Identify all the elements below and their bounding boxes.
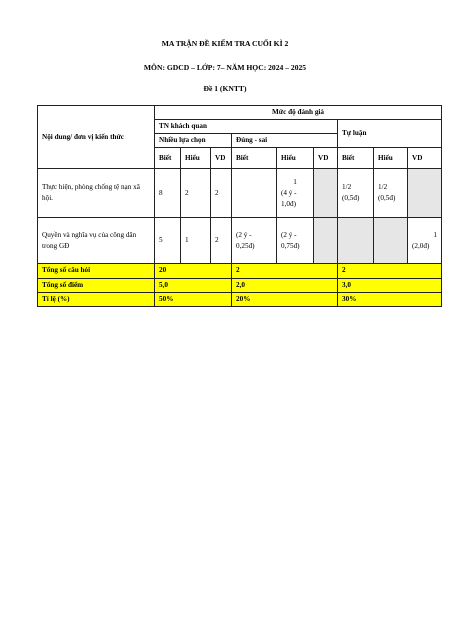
empty-cell <box>374 218 408 264</box>
table-row <box>38 169 442 218</box>
empty-cell <box>314 169 338 218</box>
summary-row <box>38 292 442 306</box>
header-true-false: Đúng - sai <box>232 134 338 148</box>
summary-value: 2 <box>338 264 442 278</box>
topic-cell: Quyền và nghĩa vụ của công dân trong GĐ <box>38 218 155 264</box>
header-assessment-level: Mức độ đánh giá <box>155 106 442 120</box>
summary-value: 50% <box>155 292 232 306</box>
data-cell: (2 ý - 0,25đ) <box>232 218 277 264</box>
level-header: Biết <box>155 148 181 169</box>
level-header: Biết <box>232 148 277 169</box>
summary-label: Tỉ lệ (%) <box>38 292 155 306</box>
data-cell: 1 (2,0đ) <box>408 218 442 264</box>
level-header: Hiểu <box>374 148 408 169</box>
data-cell: 1 <box>181 218 211 264</box>
summary-value: 3,0 <box>338 278 442 292</box>
data-cell: 8 <box>155 169 181 218</box>
doc-subtitle: MÔN: GDCD – LỚP: 7– NĂM HỌC: 2024 – 2025 <box>143 63 307 72</box>
summary-value: 2,0 <box>232 278 338 292</box>
header-essay: Tự luận <box>338 120 442 148</box>
summary-value: 20 <box>155 264 232 278</box>
data-cell: 1/2 (0,5đ) <box>374 169 408 218</box>
data-cell: 5 <box>155 218 181 264</box>
summary-row <box>38 278 442 292</box>
summary-value: 5,0 <box>155 278 232 292</box>
empty-cell <box>314 218 338 264</box>
table-row <box>38 218 442 264</box>
level-header: VD <box>314 148 338 169</box>
data-cell: 2 <box>181 169 211 218</box>
header-tn-objective: TN khách quan <box>155 120 338 134</box>
exam-code: Đề 1 (KNTT) <box>203 84 247 93</box>
data-cell: 1/2 (0,5đ) <box>338 169 374 218</box>
summary-label: Tổng số câu hỏi <box>38 264 155 278</box>
data-cell: 1 (4 ý - 1,0đ) <box>277 169 314 218</box>
summary-row <box>38 264 442 278</box>
summary-label: Tổng số điểm <box>38 278 155 292</box>
summary-value: 30% <box>338 292 442 306</box>
summary-value: 2 <box>232 264 338 278</box>
data-cell: (2 ý - 0,75đ) <box>277 218 314 264</box>
header-content-col: Nội dung/ đơn vị kiến thức <box>38 106 155 169</box>
empty-cell <box>408 169 442 218</box>
topic-cell: Thực hiện, phòng chống tệ nạn xã hội. <box>38 169 155 218</box>
summary-value: 20% <box>232 292 338 306</box>
empty-cell <box>338 218 374 264</box>
assessment-matrix-table <box>37 105 442 307</box>
level-header: VD <box>408 148 442 169</box>
header-multiple-choice: Nhiều lựa chọn <box>155 134 232 148</box>
data-cell: 2 <box>211 218 232 264</box>
level-header: VD <box>211 148 232 169</box>
empty-cell <box>232 169 277 218</box>
level-header: Biết <box>338 148 374 169</box>
level-header: Hiểu <box>277 148 314 169</box>
doc-title: MA TRẬN ĐỀ KIỂM TRA CUỐI KÌ 2 <box>161 39 289 48</box>
level-header: Hiểu <box>181 148 211 169</box>
data-cell: 2 <box>211 169 232 218</box>
